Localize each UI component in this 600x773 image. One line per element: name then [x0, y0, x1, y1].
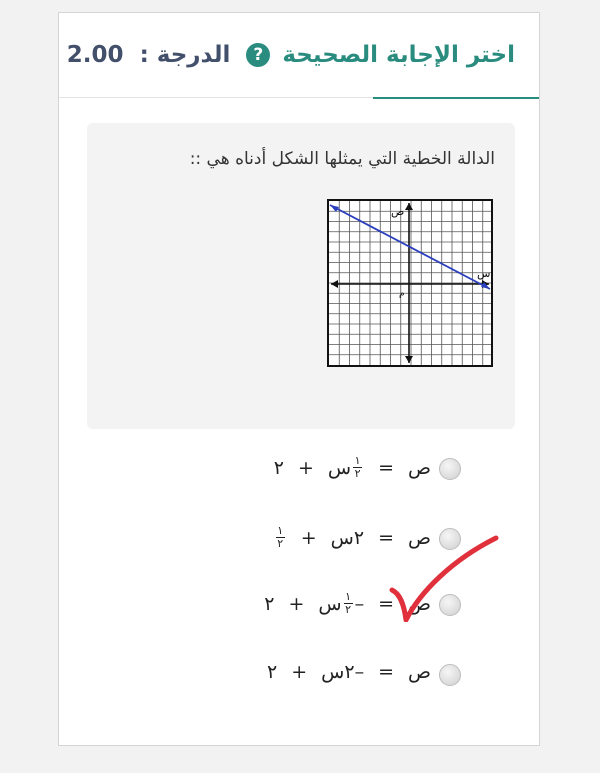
radio-option-1[interactable] [439, 458, 461, 480]
answer-option-4[interactable] [59, 655, 539, 701]
question-text: الدالة الخطية التي يمثلها الشكل أدناه هي :: [189, 149, 495, 169]
question-box [87, 123, 515, 429]
option-3-equation: ص = – $\frac{١}{٢}$ س + ٢ [264, 590, 431, 616]
option-2-constant: $\frac{١}{٢}$ [277, 524, 284, 550]
question-circle-icon[interactable]: ? [246, 43, 270, 67]
answer-option-1[interactable] [59, 449, 539, 495]
graph-origin-label: م [399, 289, 405, 299]
grade-label [67, 42, 231, 68]
option-1-coefficient: $\frac{١}{٢}$ [354, 454, 361, 480]
graph-y-axis-label: ص [391, 205, 405, 218]
question-instruction: اختر الإجابة الصحيحة [282, 42, 515, 68]
question-card [58, 12, 540, 746]
option-3-coefficient: $\frac{١}{٢}$ [345, 590, 352, 616]
check-mark-annotation-icon [382, 532, 502, 622]
coordinate-graph [327, 199, 495, 369]
graph-x-axis-label: س [477, 267, 491, 280]
option-2-equation: ص = ٢ س + $\frac{١}{٢}$ [277, 524, 431, 550]
option-4-equation: ص = – ٢ س + ٢ [267, 661, 431, 683]
grade-value: 2.00 [66, 42, 124, 68]
radio-option-4[interactable] [439, 664, 461, 686]
option-1-equation: ص = $\frac{١}{٢}$ س + ٢ [273, 454, 431, 480]
grade-label-text: الدرجة : [139, 42, 231, 68]
header-accent-underline [373, 97, 539, 99]
question-header [59, 13, 539, 97]
